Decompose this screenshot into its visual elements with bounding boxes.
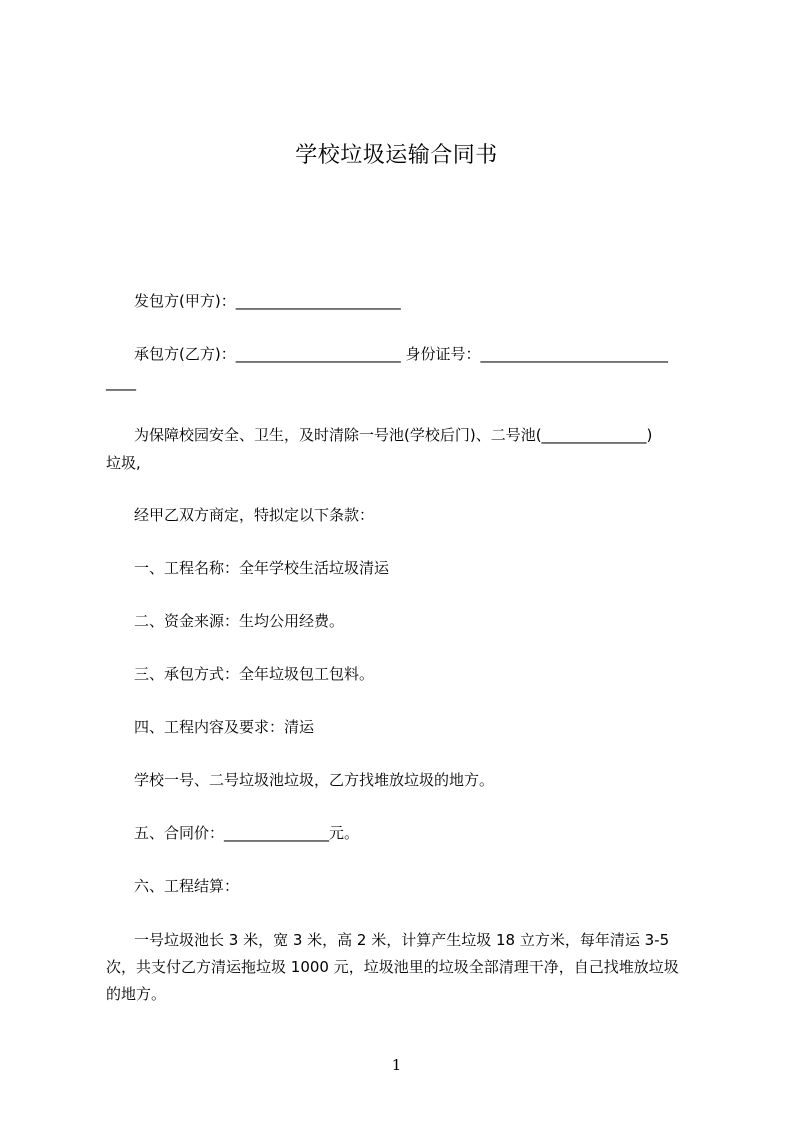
- purpose-paragraph-line2: 垃圾,: [106, 454, 141, 472]
- agreement-paragraph: 经甲乙双方商定，特拟定以下条款：: [134, 506, 375, 524]
- clause-1: 一、工程名称：全年学校生活垃圾清运: [134, 559, 390, 577]
- clause-4: 四、工程内容及要求：清运: [134, 718, 315, 736]
- clause-5: 五、合同价：______________元。: [134, 824, 360, 842]
- party-b-line-continuation: ____: [106, 373, 136, 391]
- party-b-line: 承包方(乙方)：______________________ 身份证号：_________________________: [134, 345, 668, 363]
- purpose-paragraph-line1: 为保障校园安全、卫生，及时清除一号池(学校后门)、二号池(______________): [134, 426, 653, 444]
- settlement-line1: 一号垃圾池长 3 米，宽 3 米，高 2 米，计算产生垃圾 18 立方米，每年清运 3-5: [134, 931, 670, 949]
- clause-4-detail: 学校一号、二号垃圾池垃圾，乙方找堆放垃圾的地方。: [134, 771, 495, 789]
- clause-6: 六、工程结算：: [134, 877, 240, 895]
- settlement-line3: 的地方。: [106, 985, 167, 1003]
- party-a-line: 发包方(甲方)：______________________: [134, 292, 401, 310]
- clause-3: 三、承包方式：全年垃圾包工包料。: [134, 665, 375, 683]
- clause-2: 二、资金来源：生均公用经费。: [134, 612, 345, 630]
- document-title: 学校垃圾运输合同书: [295, 143, 498, 168]
- page-number: 1: [391, 1056, 402, 1074]
- settlement-line2: 次，共支付乙方清运拖垃圾 1000 元，垃圾池里的垃圾全部清理干净，自己找堆放垃圾: [106, 958, 679, 976]
